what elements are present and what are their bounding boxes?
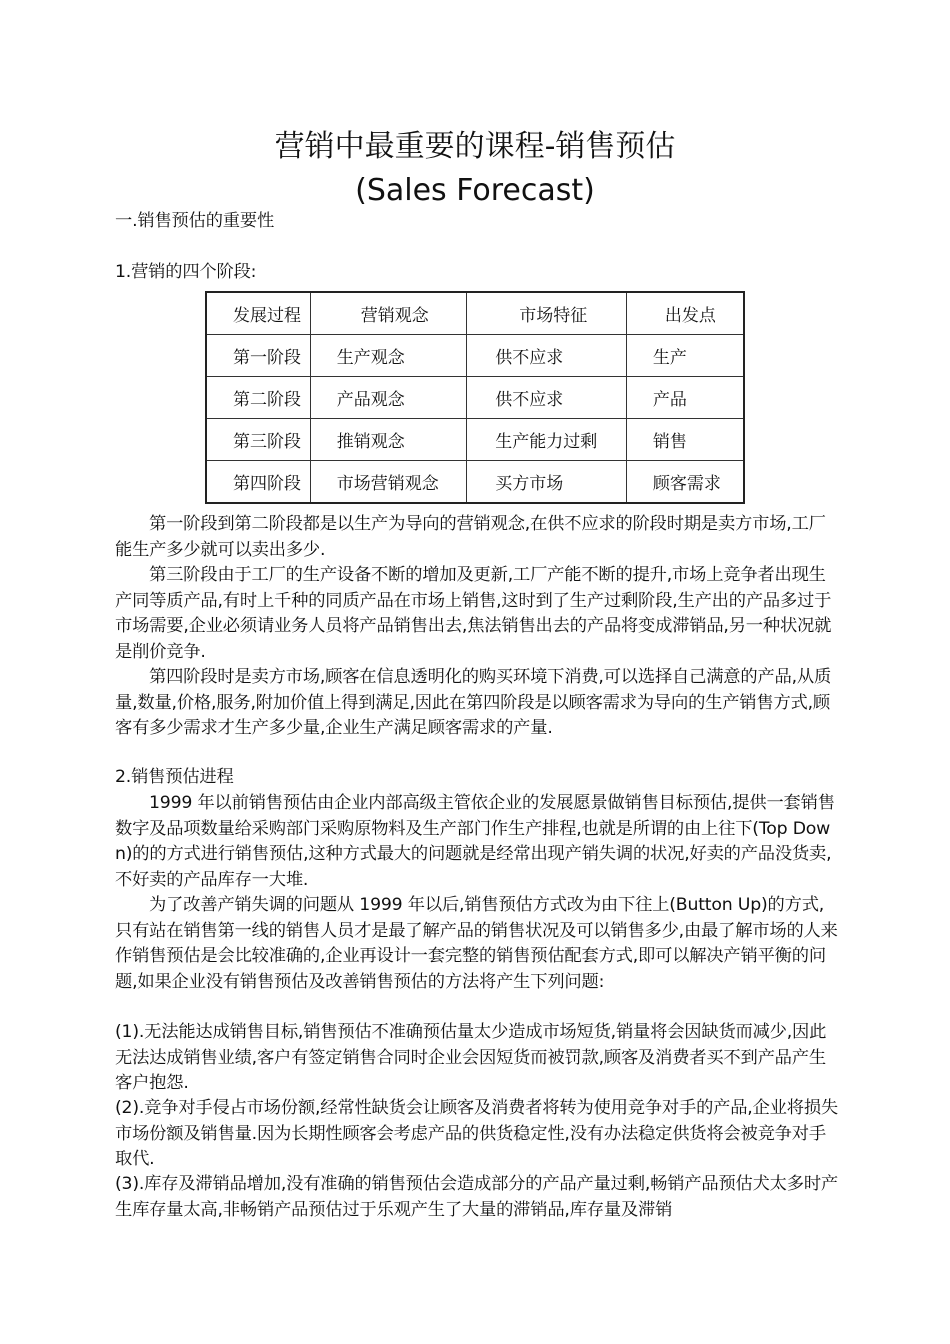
column-header: 出发点 [626, 292, 744, 335]
marketing-stages-table [205, 291, 745, 504]
table-row [206, 419, 744, 461]
table-header-row [206, 292, 744, 335]
list-item-issue-1: (1).无法能达成销售目标,销售预估不准确预估量太少造成市场短货,销量将会因缺货而减少,因此无法达成销售业绩,客户有签定销售合同时企业会因短货而被罚款,顾客及消费者买不到产品产生客户抱怨. [115, 1022, 827, 1093]
table-cell: 第四阶段 [206, 461, 310, 504]
document-subtitle: (Sales Forecast) [355, 173, 595, 208]
table-cell: 生产能力过剩 [467, 419, 627, 461]
table-row [206, 461, 744, 504]
table-cell: 产品 [626, 377, 744, 419]
list-item-issue-2: (2).竞争对手侵占市场份额,经常性缺货会让顾客及消费者将转为使用竞争对手的产品,企业将损失市场份额及销售量.因为长期性顾客会考虑产品的供货稳定性,没有办法稳定供货将会被竞争对手取代. [115, 1098, 839, 1169]
list-item-issue-3: (3).库存及滞销品增加,没有准确的销售预估会造成部分的产品产量过剩,畅销产品预估犬太多时产生库存量太高,非畅销产品预估过于乐观产生了大量的滞销品,库存量及滞销 [115, 1174, 839, 1220]
table-cell: 销售 [626, 419, 744, 461]
document-title: 营销中最重要的课程-销售预估 [274, 129, 676, 164]
table-cell: 第二阶段 [206, 377, 310, 419]
table-cell: 第一阶段 [206, 335, 310, 377]
section-heading-importance: 一.销售预估的重要性 [115, 211, 275, 231]
paragraph-bottom-up: 为了改善产销失调的问题从 1999 年以后,销售预估方式改为由下往上(Button Up)的方式,只有站在销售第一线的销售人员才是最了解产品的销售状况及可以销售多少,由最了解市场的人来作销售预估是会比较准确的,企业再设计一套完整的销售预估配套方式,即可以解决产销平衡的问题,如果企业没有销售预估及改善销售预估的方法将产生下列问题: [115, 895, 838, 992]
subsection-heading-four-stages: 1.营销的四个阶段: [115, 262, 257, 282]
table-cell: 市场营销观念 [310, 461, 466, 504]
column-header: 市场特征 [467, 292, 627, 335]
table-cell: 供不应求 [467, 335, 627, 377]
table-cell: 生产观念 [310, 335, 466, 377]
table-cell: 供不应求 [467, 377, 627, 419]
column-header: 发展过程 [206, 292, 310, 335]
table-cell: 产品观念 [310, 377, 466, 419]
table-row [206, 377, 744, 419]
table-cell: 推销观念 [310, 419, 466, 461]
paragraph-stage-one-two: 第一阶段到第二阶段都是以生产为导向的营销观念,在供不应求的阶段时期是卖方市场,工厂能生产多少就可以卖出多少. [115, 514, 826, 560]
table-cell: 顾客需求 [626, 461, 744, 504]
paragraph-stage-four: 第四阶段时是卖方市场,顾客在信息透明化的购买环境下消费,可以选择自己满意的产品,从质量,数量,价格,服务,附加价值上得到满足,因此在第四阶段是以顾客需求为导向的生产销售方式,顾客有多少需求才生产多少量,企业生产满足顾客需求的产量. [115, 667, 832, 738]
table-cell: 生产 [626, 335, 744, 377]
subsection-heading-forecast-process: 2.销售预估进程 [115, 767, 234, 787]
table-cell: 买方市场 [467, 461, 627, 504]
paragraph-top-down: 1999 年以前销售预估由企业内部高级主管依企业的发展愿景做销售目标预估,提供一套销售数字及品项数量给采购部门采购原物料及生产部门作生产排程,也就是所谓的由上往下(Top Down)的的方式进行销售预估,这种方式最大的问题就是经常出现产销失调的状况,好卖的产品没货卖,不好卖的产品库存一大堆. [115, 793, 835, 890]
column-header: 营销观念 [310, 292, 466, 335]
table-cell: 第三阶段 [206, 419, 310, 461]
paragraph-stage-three: 第三阶段由于工厂的生产设备不断的增加及更新,工厂产能不断的提升,市场上竞争者出现生产同等质产品,有时上千种的同质产品在市场上销售,这时到了生产过剩阶段,生产出的产品多过于市场需要,企业必须请业务人员将产品销售出去,焦法销售出去的产品将变成滞销品,另一种状况就是削价竞争. [115, 565, 832, 662]
table-row [206, 335, 744, 377]
